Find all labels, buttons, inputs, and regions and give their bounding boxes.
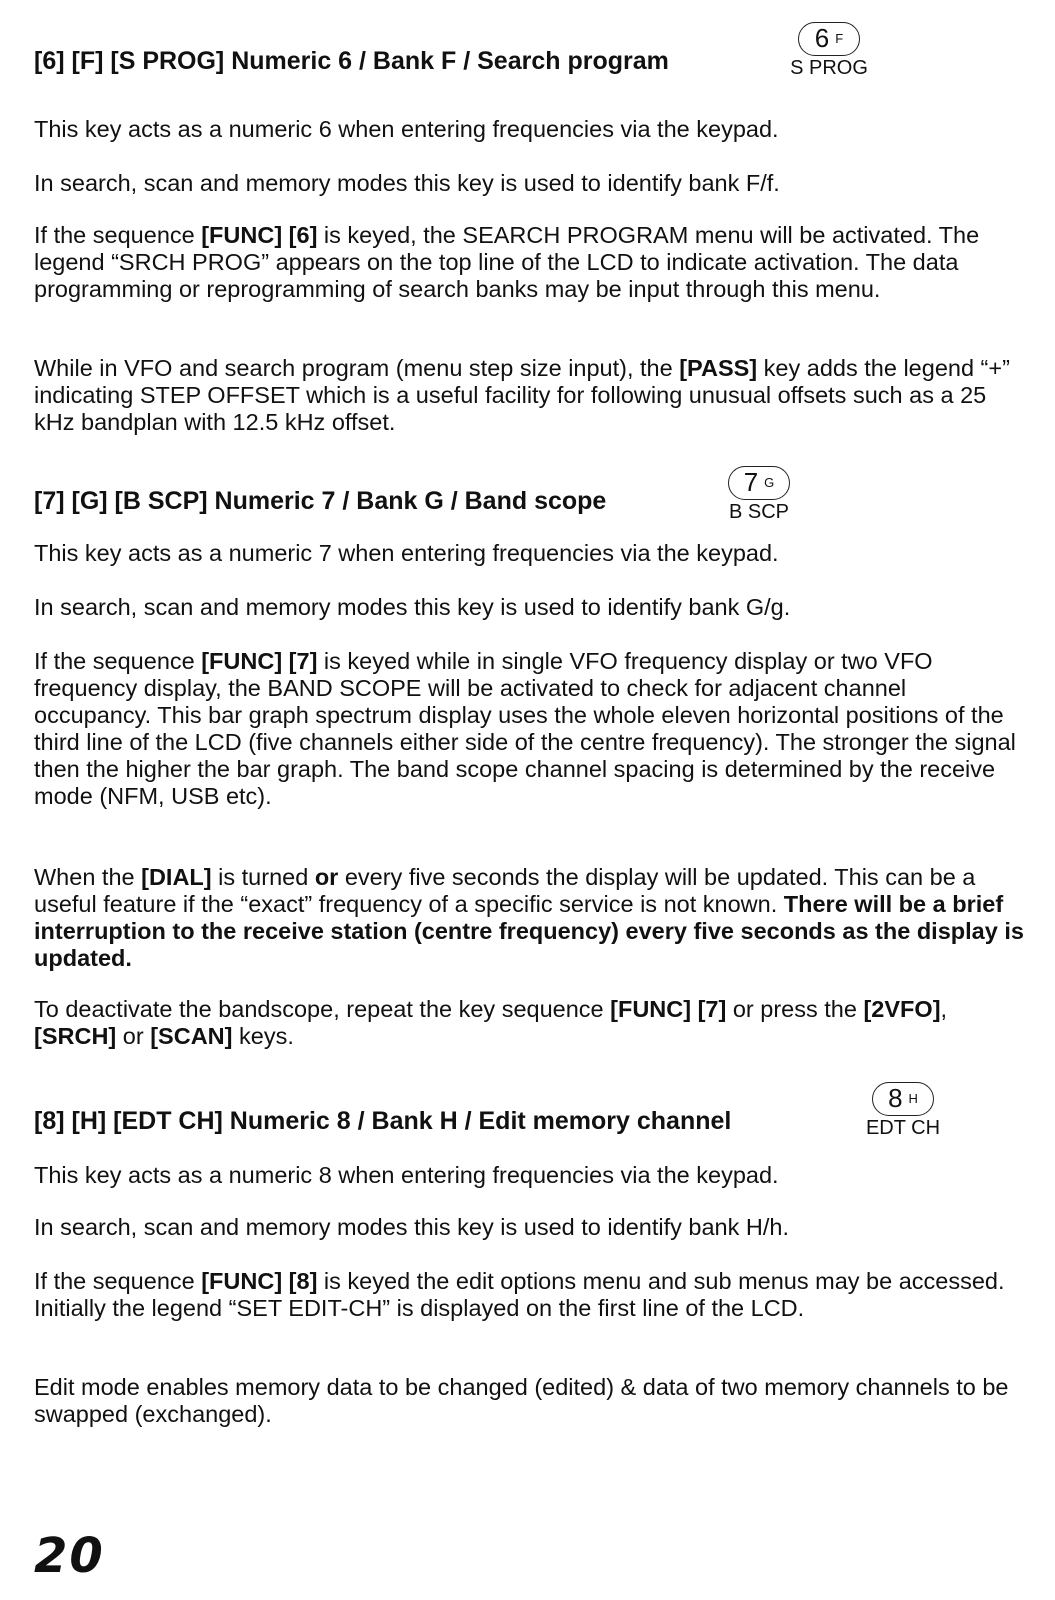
paragraph: Edit mode enables memory data to be changed (edited) & data of two memory channels to be swapped (exchanged). — [34, 1374, 1009, 1427]
paragraph: To deactivate the bandscope, repeat the key sequence [FUNC] [7] or press the [2VFO], [SRCH] or [SCAN] keys. — [34, 996, 948, 1049]
key-8-icon — [858, 1082, 954, 1152]
keycap-legend: S PROG — [790, 57, 868, 79]
section-key-7 — [34, 480, 1024, 516]
keycap-circle: 7 G — [728, 466, 790, 500]
paragraph: If the sequence [FUNC] [7] is keyed while in single VFO frequency display or two VFO frequency display, the BAND SCOPE will be activated to check for adjacent channel occupancy. This bar graph spectrum display uses the whole eleven horizontal positions of the third line of the LCD (five channels either side of the centre frequency). The stronger the signal then the higher the bar graph. The band scope channel spacing is determined by the receive mode (NFM, USB etc). — [34, 648, 1016, 809]
keycap-circle: 6 F — [798, 22, 860, 56]
paragraph: This key acts as a numeric 7 when entering frequencies via the keypad. — [34, 540, 779, 566]
paragraph: In search, scan and memory modes this key is used to identify bank H/h. — [34, 1214, 789, 1240]
page-number: 20 — [34, 1528, 105, 1584]
heading-text: [6] [F] [S PROG] Numeric 6 / Bank F / Search program — [34, 47, 669, 75]
paragraph: If the sequence [FUNC] [6] is keyed, the SEARCH PROGRAM menu will be activated. The legend “SRCH PROG” appears on the top line of the LCD to indicate activation. The data programming or reprogramming of search banks may be input through this menu. — [34, 222, 980, 302]
paragraph: This key acts as a numeric 8 when entering frequencies via the keypad. — [34, 1162, 779, 1188]
key-6-icon — [784, 22, 880, 92]
paragraph: If the sequence [FUNC] [8] is keyed the edit options menu and sub menus may be accessed. Initially the legend “SET EDIT-CH” is displayed on the first line of the LCD. — [34, 1268, 1005, 1321]
section-heading — [34, 480, 1024, 516]
heading-text: [8] [H] [EDT CH] Numeric 8 / Bank H / Edit memory channel — [34, 1107, 732, 1135]
heading-text: [7] [G] [B SCP] Numeric 7 / Bank G / Band scope — [34, 487, 607, 515]
paragraph: In search, scan and memory modes this key is used to identify bank F/f. — [34, 170, 780, 196]
keycap-legend: B SCP — [728, 501, 790, 523]
paragraph: In search, scan and memory modes this key is used to identify bank G/g. — [34, 594, 791, 620]
paragraph: When the [DIAL] is turned or every five seconds the display will be updated. This can be a useful feature if the “exact” frequency of a specific service is not known. There will be a brief interruption to the receive station (centre frequency) every five seconds as the display is updated. — [34, 864, 1024, 971]
paragraph: While in VFO and search program (menu step size input), the [PASS] key adds the legend “+” indicating STEP OFFSET which is a useful facility for following unusual offsets such as a 25 kHz bandplan with 12.5 kHz offset. — [34, 355, 1010, 435]
keycap-legend: EDT CH — [865, 1117, 941, 1139]
paragraph: This key acts as a numeric 6 when entering frequencies via the keypad. — [34, 116, 779, 142]
key-7-icon — [714, 466, 810, 536]
keycap-circle: 8 H — [872, 1082, 934, 1116]
